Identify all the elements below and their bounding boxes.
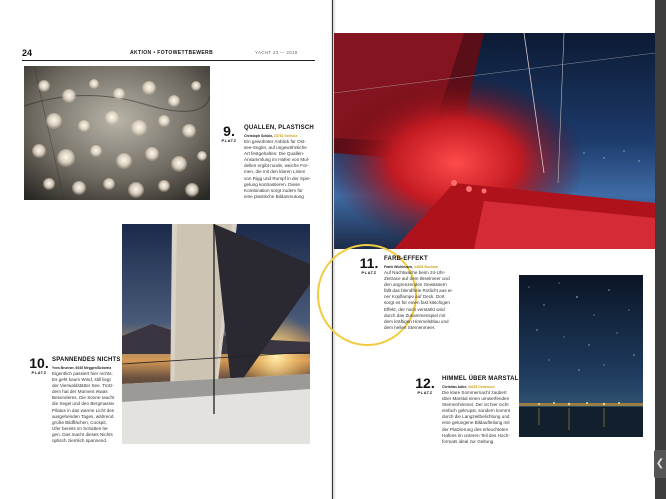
entry-author-9 bbox=[244, 134, 297, 138]
text-line: dem hellen Sternenmeer. bbox=[384, 324, 436, 330]
text-line: Es geht kaum Wind, still liegt bbox=[52, 377, 111, 383]
text-line: Eigentlich passiert hier nichts. bbox=[52, 371, 113, 376]
author-name: Yves Brunner, 6045 Meggen/Schweiz bbox=[52, 366, 112, 370]
text-line: fällt das blendfreie Rotlicht aus ei- bbox=[384, 288, 453, 294]
rank-12 bbox=[414, 376, 436, 395]
rank-label: PLATZ bbox=[31, 370, 47, 375]
author-city: 23782 Seeholz bbox=[273, 134, 298, 138]
text-line: eine gelungene Bildaufteilung mit bbox=[442, 420, 510, 426]
chevron-left-icon: ❮ bbox=[655, 458, 665, 469]
text-line: dellen ergibt runde, weiche For- bbox=[244, 163, 309, 169]
text-line: einfach gekrupst, sondern kommt bbox=[442, 408, 510, 414]
entry-title-12: HIMMEL ÜBER MARSTAL bbox=[442, 376, 519, 382]
entry-text-10 bbox=[52, 371, 114, 444]
entry-text-9 bbox=[244, 139, 311, 200]
text-line: Hafens im unteren Teil des Hoch- bbox=[442, 432, 510, 438]
entry-author-11 bbox=[384, 265, 438, 269]
text-line: von Rigg und Rumpf in der Spie- bbox=[244, 175, 311, 181]
text-line: ausgehenden Tages, während bbox=[52, 413, 114, 419]
text-line: ner Kopflampe auf Deck. Dort bbox=[384, 294, 445, 300]
text-line: dem hat der Moment etwas bbox=[52, 389, 108, 395]
rank-9 bbox=[218, 124, 240, 143]
text-line: Effekt, der noch verstärkt wird bbox=[384, 306, 445, 312]
text-line: men, die mit den klaren Linien bbox=[244, 169, 306, 175]
red-deck-photo bbox=[334, 33, 655, 249]
section-title: AKTION • FOTOWETTBEWERB bbox=[130, 50, 214, 56]
text-line: Ein gewohnter Anblick für Ost- bbox=[244, 139, 306, 144]
text-line: die Segel und den Bergmassiv bbox=[52, 401, 115, 407]
text-line: gen. Das macht dieses Nichts bbox=[52, 431, 113, 437]
night-sky-photo bbox=[519, 275, 643, 437]
text-line: über Marstal einen umwerfenden bbox=[442, 396, 510, 402]
text-line: Die klare Sommernacht zaubert bbox=[442, 390, 507, 395]
jellyfish-photo bbox=[24, 66, 210, 200]
text-line: Ufer bereits im Schatten lie- bbox=[52, 425, 109, 431]
text-line: dem kräftigen Himmelsblau und bbox=[384, 318, 449, 324]
entry-title-10: SPANNENDES NICHTS bbox=[52, 357, 121, 363]
text-line: Pilatus in das warme Licht des bbox=[52, 407, 115, 413]
author-name: Frank Wichhusen, bbox=[384, 265, 415, 269]
text-line: gelung kontrastieren. Diese bbox=[244, 181, 300, 187]
rank-label: PLATZ bbox=[417, 390, 433, 395]
rank-number: 9. bbox=[223, 123, 235, 139]
text-line: see-Segler, auf ungewöhnliche bbox=[244, 145, 307, 151]
author-city: 44225 Dortmund bbox=[467, 385, 495, 389]
sunset-sail-photo bbox=[122, 224, 310, 444]
entry-author-12 bbox=[442, 385, 494, 389]
rank-11 bbox=[358, 256, 380, 275]
rank-number: 10. bbox=[29, 355, 49, 371]
text-line: Sternenhimmel. Der ist hier nicht bbox=[442, 402, 509, 408]
text-line: Kombination sorgt zudem für bbox=[244, 187, 303, 193]
text-line: große Bildflächen, Cockpit, bbox=[52, 419, 107, 425]
viewer-edge bbox=[655, 0, 666, 499]
text-line: Zeitrace auf dem Ilsselmeer und bbox=[384, 276, 450, 282]
text-line: der Platzierung des erleuchteten bbox=[442, 426, 509, 432]
text-line: Auf Nachtwache beim 24-Uhr- bbox=[384, 270, 446, 275]
entry-title-11: FARB-EFFEKT bbox=[384, 256, 428, 262]
rank-label: PLATZ bbox=[221, 138, 237, 143]
author-name: Christoph Schütz, bbox=[244, 134, 274, 138]
text-line: formats ideal zur Geltung. bbox=[442, 438, 495, 444]
page-number: 24 bbox=[22, 48, 33, 58]
text-line: sorgt es für einen fast kitschigen bbox=[384, 300, 450, 306]
text-line: Art festgehalten: Die Quallen- bbox=[244, 151, 305, 157]
text-line: eine plastische Bildanmutung bbox=[244, 193, 304, 199]
entry-author-10 bbox=[52, 366, 111, 370]
entry-title-9: QUALLEN, PLASTISCH bbox=[244, 125, 314, 131]
text-line: der Vierwaldstätter See. Trotz- bbox=[52, 383, 114, 389]
entry-text-12 bbox=[442, 390, 510, 445]
text-line: Ansammlung im Hafen von Mol- bbox=[244, 157, 310, 163]
text-line: den angrenzenden Gewässern bbox=[384, 282, 447, 288]
text-line: durch die Langzeitbelichtung und bbox=[442, 414, 510, 420]
entry-text-11 bbox=[384, 270, 453, 331]
rank-label: PLATZ bbox=[361, 270, 377, 275]
issue-label: YACHT 23 — 2019 bbox=[255, 50, 298, 55]
text-line: durch das Zusammenspiel mit bbox=[384, 312, 446, 318]
author-city: 44801 Bochum bbox=[414, 265, 439, 269]
rank-10 bbox=[28, 356, 50, 375]
author-name: Christian Adler, bbox=[442, 385, 468, 389]
text-line: Besonderes. Die Sonne taucht bbox=[52, 395, 115, 401]
header-rule bbox=[22, 60, 315, 61]
rank-number: 11. bbox=[359, 255, 379, 271]
text-line: optisch ziemlich spannend. bbox=[52, 438, 108, 444]
rank-number: 12. bbox=[415, 375, 435, 391]
next-page-button[interactable] bbox=[654, 450, 666, 478]
